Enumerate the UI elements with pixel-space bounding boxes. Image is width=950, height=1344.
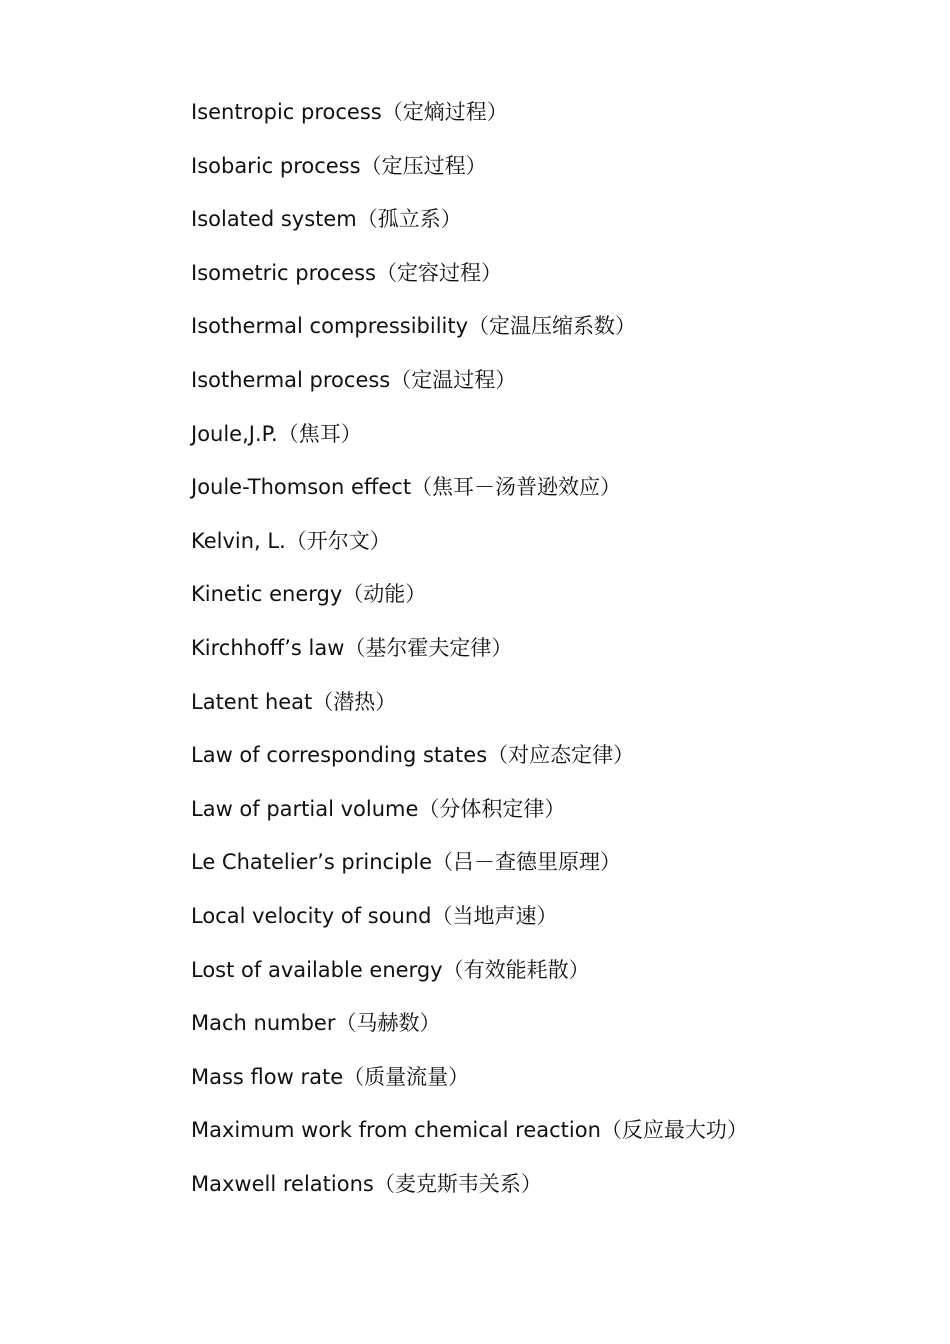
glossary-entry-kinetic-energy: Kinetic energy（动能） <box>191 582 427 607</box>
glossary-entry-isothermal-process: Isothermal process（定温过程） <box>191 367 517 392</box>
glossary-entry-kelvin: Kelvin, L.（开尔文） <box>191 528 391 553</box>
glossary-entry-isolated-system: Isolated system（孤立系） <box>191 207 462 232</box>
glossary-entry-law-of-corresponding-states: Law of corresponding states（对应态定律） <box>191 743 635 768</box>
glossary-entry-maxwell-relations: Maxwell relations（麦克斯韦关系） <box>191 1171 542 1196</box>
glossary-entry-isentropic-process: Isentropic process（定熵过程） <box>191 100 508 124</box>
glossary-entry-law-of-partial-volume: Law of partial volume（分体积定律） <box>191 796 566 821</box>
glossary-entry-latent-heat: Latent heat（潜热） <box>191 689 397 714</box>
glossary-entry-joule-thomson-effect: Joule-Thomson effect（焦耳－汤普逊效应） <box>191 475 622 500</box>
glossary-entry-mach-number: Mach number（马赫数） <box>191 1011 441 1036</box>
glossary-entry-kirchhoffs-law: Kirchhoff’s law（基尔霍夫定律） <box>191 635 513 660</box>
glossary-entry-isothermal-compressibility: Isothermal compressibility（定温压缩系数） <box>191 314 637 339</box>
glossary-entry-joule: Joule,J.P.（焦耳） <box>191 421 362 446</box>
glossary-entry-lost-of-available-energy: Lost of available energy（有效能耗散） <box>191 957 590 982</box>
glossary-entry-isobaric-process: Isobaric process（定压过程） <box>191 153 487 178</box>
glossary-entry-isometric-process: Isometric process（定容过程） <box>191 260 502 285</box>
glossary-entry-le-chateliers-principle: Le Chatelier’s principle（吕－查德里原理） <box>191 850 622 875</box>
glossary-list <box>191 94 748 1219</box>
glossary-entry-mass-flow-rate: Mass flow rate（质量流量） <box>191 1064 470 1089</box>
glossary-entry-maximum-work-from-chemical-reaction: Maximum work from chemical reaction（反应最大功） <box>191 1118 748 1143</box>
glossary-entry-local-velocity-of-sound: Local velocity of sound（当地声速） <box>191 903 558 928</box>
